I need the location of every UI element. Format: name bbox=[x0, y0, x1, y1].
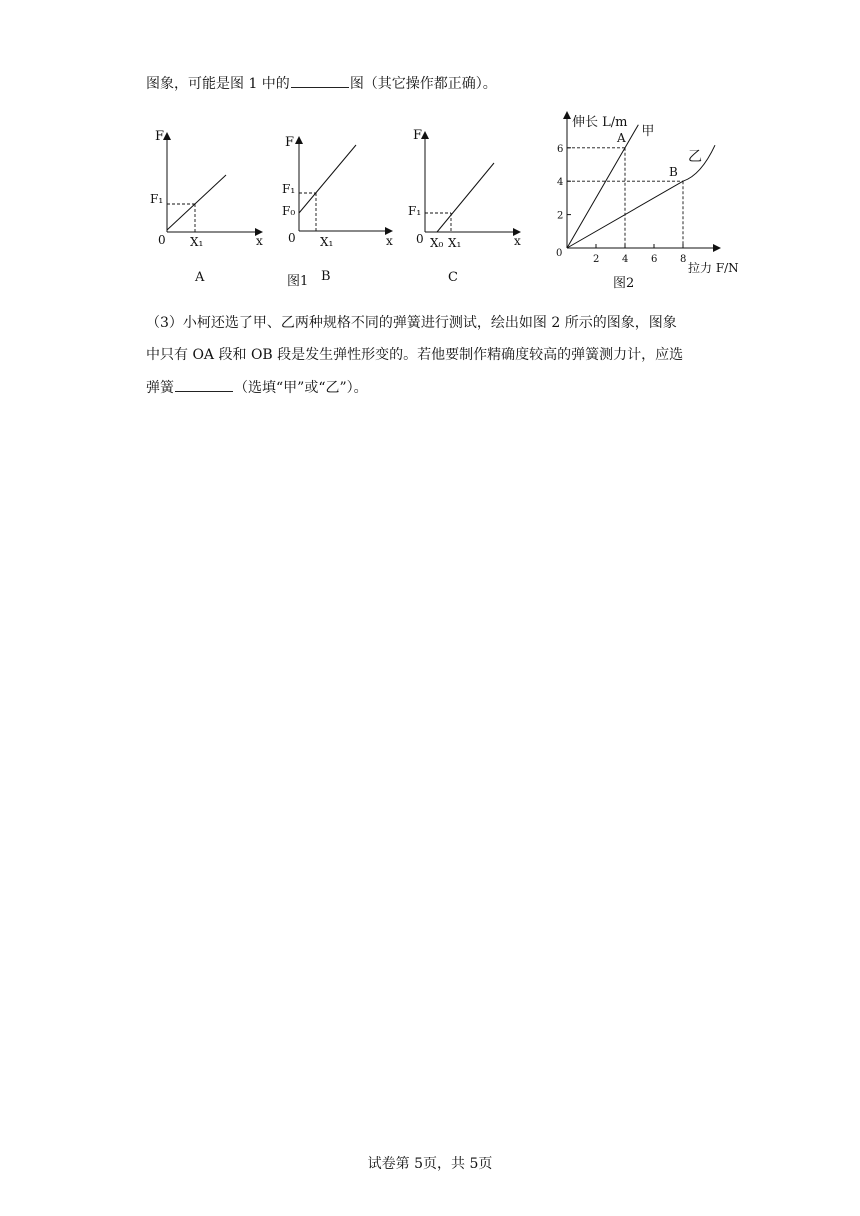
fig2-xtick-label-0: 2 bbox=[593, 254, 600, 265]
graph-c-x-label: x bbox=[514, 234, 521, 248]
graph-a-f1: F₁ bbox=[150, 192, 164, 206]
figure1-caption: 图1 bbox=[287, 274, 309, 289]
q3-text-3-end: （选填“甲”或“乙”）。 bbox=[234, 380, 368, 396]
fig2-name-jia: 甲 bbox=[641, 123, 655, 139]
graph-b-f1: F₁ bbox=[282, 182, 296, 196]
q3-line1 bbox=[146, 313, 677, 333]
fig2-ytick-label-0: 2 bbox=[557, 210, 564, 222]
fig2-origin: 0 bbox=[556, 248, 563, 259]
fig2-name-yi: 乙 bbox=[688, 149, 702, 166]
fig2-ytick-label-2: 6 bbox=[557, 143, 564, 155]
graph-c-y-label: F bbox=[413, 128, 423, 143]
fig2-xtick-label-2: 6 bbox=[651, 254, 658, 265]
graph-a-x1: X₁ bbox=[190, 235, 204, 249]
figure1-graph-c bbox=[408, 128, 521, 285]
fig2-point-a: A bbox=[617, 130, 626, 145]
figure2-graph bbox=[556, 112, 739, 291]
graph-c-label: C bbox=[448, 270, 458, 285]
fig2-ticks bbox=[557, 144, 686, 265]
figure1-graph-a bbox=[150, 129, 263, 285]
q3-answer-blank bbox=[175, 377, 233, 392]
q3-line2 bbox=[146, 345, 683, 365]
graph-b-y-label: F bbox=[285, 135, 295, 150]
q3-text-3-start: 弹簧 bbox=[146, 380, 174, 396]
graph-b-label: B bbox=[321, 269, 331, 284]
graph-a-label: A bbox=[195, 270, 205, 285]
fig2-x-label: 拉力 F/N bbox=[688, 261, 739, 275]
q3-text-1: （3）小柯还选了甲、乙两种规格不同的弹簧进行测试，绘出如图 2 所示的图象，图象 bbox=[146, 315, 677, 331]
figure2-caption: 图2 bbox=[613, 276, 635, 291]
graph-c-x0: X₀ bbox=[430, 236, 444, 250]
graph-b-x-label: x bbox=[386, 234, 393, 248]
fig2-marks bbox=[567, 124, 715, 248]
graph-c-f1: F₁ bbox=[408, 204, 422, 218]
q2-text-start: 图象，可能是图 1 中的 bbox=[146, 76, 290, 92]
graph-b-x1: X₁ bbox=[320, 235, 334, 249]
graph-c-line bbox=[437, 163, 494, 232]
figures bbox=[0, 0, 860, 300]
q3-text-2: 中只有 OA 段和 OB 段是发生弹性形变的。若他要制作精确度较高的弹簧测力计，应选 bbox=[146, 347, 684, 363]
graph-a-origin: 0 bbox=[158, 233, 166, 247]
graph-a-y-label: F bbox=[155, 129, 165, 144]
fig2-xtick-label-3: 8 bbox=[680, 254, 687, 265]
graph-c-origin: 0 bbox=[416, 232, 424, 246]
figure1-graph-b bbox=[282, 135, 393, 289]
graph-a-x-label: x bbox=[256, 234, 263, 248]
fig2-ytick-label-1: 4 bbox=[557, 177, 564, 189]
graph-b-f0: F₀ bbox=[282, 204, 296, 218]
fig2-y-label: 伸长 L/m bbox=[572, 115, 628, 130]
fig2-xtick-label-1: 4 bbox=[622, 254, 629, 265]
fig2-point-b: B bbox=[669, 165, 678, 180]
q3-line3 bbox=[146, 377, 368, 398]
graph-c-x1: X₁ bbox=[448, 236, 462, 250]
graph-b-origin: 0 bbox=[288, 231, 296, 245]
page-footer: 试卷第 5页，共 5页 bbox=[367, 1156, 493, 1172]
q2-text-end: 图（其它操作都正确）。 bbox=[349, 76, 497, 92]
graph-b-line bbox=[299, 145, 356, 213]
fig2-series-jia bbox=[567, 125, 638, 248]
graph-a-line bbox=[167, 175, 226, 230]
